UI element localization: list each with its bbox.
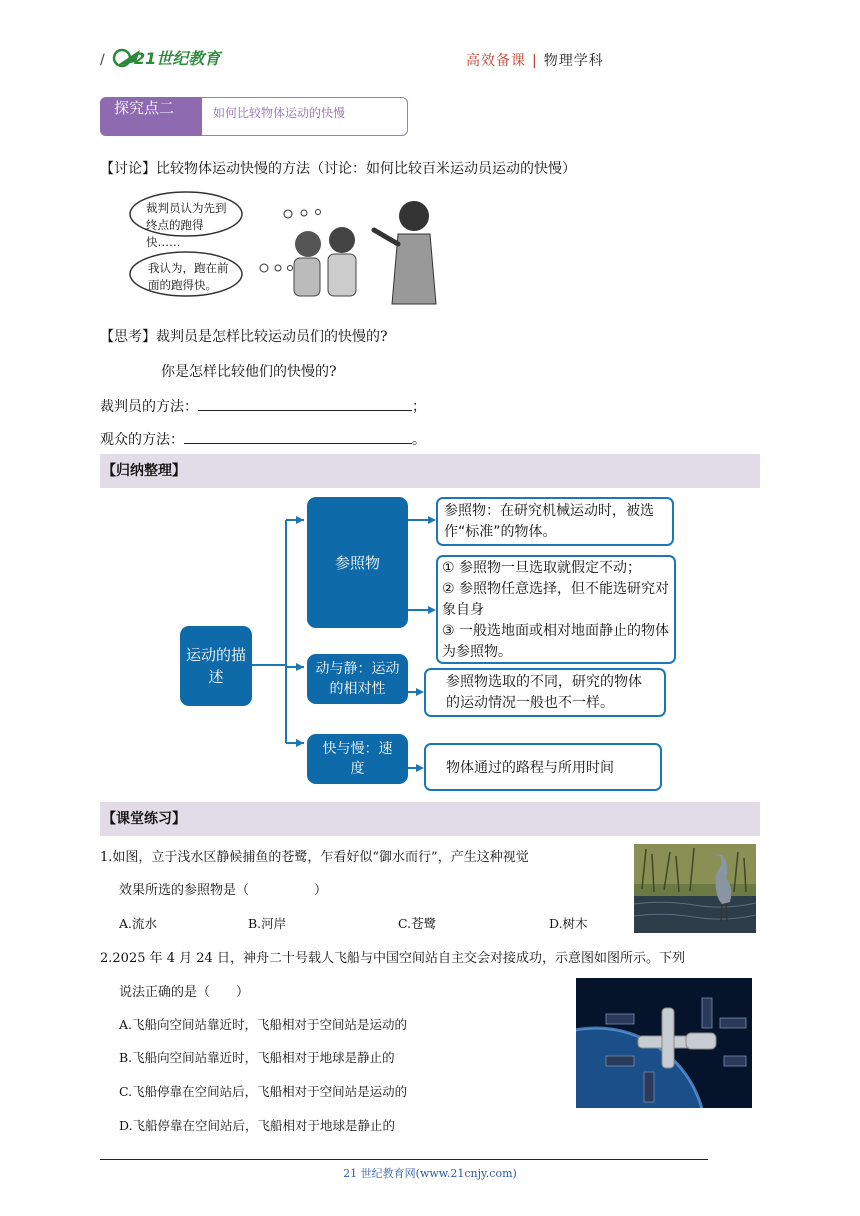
diagram-reference-definition: 参照物：在研究机械运动时，被选作“标准”的物体。 <box>436 497 674 546</box>
header-separator: | <box>532 53 538 69</box>
audience-method-blank[interactable] <box>184 429 412 444</box>
q2-option-c[interactable]: C.飞船停靠在空间站后，飞船相对于空间站是运动的 <box>119 1084 408 1099</box>
audience-method-end: 。 <box>412 432 426 448</box>
discussion-text: 比较物体运动快慢的方法（讨论：如何比较百米运动员运动的快慢） <box>156 161 576 177</box>
reference-rule-3: ③ 一般选地面或相对地面静止的物体为参照物。 <box>442 623 670 660</box>
header-right <box>466 50 604 70</box>
thinking-line <box>100 326 388 346</box>
diagram-reference-node: 参照物 <box>307 497 408 628</box>
heron-photo <box>634 844 756 933</box>
diagram-relativity-note: 参照物选取的不同，研究的物体的运动情况一般也不一样。 <box>424 668 666 717</box>
bubble-referee: 裁判员认为先到终点的跑得快…… <box>146 201 227 249</box>
summary-band: 【归纳整理】 <box>100 454 760 488</box>
diagram-root-node: 运动的描述 <box>180 626 252 706</box>
referee-method-line <box>100 396 426 416</box>
space-station-image <box>576 978 752 1108</box>
audience-method-line <box>100 429 426 449</box>
q2-option-b[interactable]: B.飞船向空间站靠近时，飞船相对于地球是静止的 <box>119 1050 395 1065</box>
q1-option-a[interactable]: A.流水 <box>119 916 158 931</box>
discussion-line <box>100 158 576 178</box>
svg-text:/: / <box>100 52 105 68</box>
q1-option-b[interactable]: B.河岸 <box>248 916 287 931</box>
diagram-speed-note: 物体通过的路程与所用时间 <box>424 743 662 791</box>
audience-method-label: 观众的方法： <box>100 432 184 448</box>
q2-stem-line2: 说法正确的是（ ） <box>119 985 250 1000</box>
q1-stem-line2: 效果所选的参照物是（ ） <box>119 883 328 898</box>
thinking-q2: 你是怎样比较他们的快慢的? <box>161 364 337 380</box>
footer-source: 21 世纪教育网(www.21cnjy.com) <box>343 1167 517 1180</box>
q2-option-d[interactable]: D.飞船停靠在空间站后，飞船相对于地球是静止的 <box>119 1118 396 1133</box>
referee-method-end: ； <box>412 399 426 415</box>
logo-text: 21世纪教育 <box>134 49 221 68</box>
thinking-q1: 裁判员是怎样比较运动员们的快慢的? <box>156 329 388 345</box>
header-subject: 物理学科 <box>543 53 604 69</box>
q2-stem-line1: 2.2025 年 4 月 24 日，神舟二十号载人飞船与中国空间站自主交会对接成功，示意图如图所示。下列 <box>100 951 685 966</box>
reference-rule-2: ② 参照物任意选择，但不能选研究对象自身 <box>442 581 670 618</box>
q1-option-c[interactable]: C.苍鹭 <box>398 916 437 931</box>
reference-rule-1: ① 参照物一旦选取就假定不动； <box>442 560 642 576</box>
thinking-label: 【思考】 <box>100 329 156 345</box>
diagram-relativity-node: 动与静：运动的相对性 <box>307 654 408 704</box>
exercise-band: 【课堂练习】 <box>100 802 760 836</box>
diagram-speed-node: 快与慢：速度 <box>307 734 408 784</box>
discussion-label: 【讨论】 <box>100 161 156 177</box>
q2-option-a[interactable]: A.飞船向空间站靠近时，飞船相对于空间站是运动的 <box>119 1017 408 1032</box>
diagram-reference-rules <box>436 555 676 664</box>
footer-rule <box>100 1159 708 1160</box>
section-title: 如何比较物体运动的快慢 <box>213 106 346 120</box>
header-brand: 高效备课 <box>466 53 526 69</box>
discussion-cartoon <box>128 186 458 306</box>
referee-method-blank[interactable] <box>198 396 412 411</box>
q1-stem-line1: 1.如图，立于浅水区静候捕鱼的苍鹭，乍看好似“御水而行”，产生这种视觉 <box>100 850 529 865</box>
section-tag: 探究点二 <box>100 97 202 136</box>
referee-method-label: 裁判员的方法： <box>100 399 198 415</box>
publisher-logo <box>100 44 230 74</box>
q1-option-d[interactable]: D.树木 <box>549 916 588 931</box>
bubble-audience: 我认为，跑在前面的跑得快。 <box>148 261 229 292</box>
